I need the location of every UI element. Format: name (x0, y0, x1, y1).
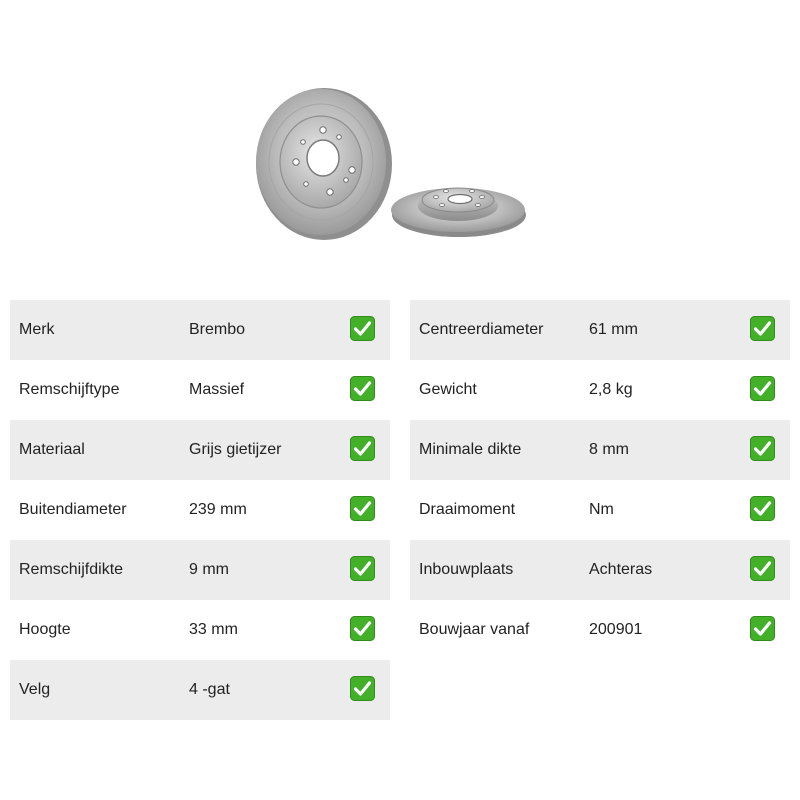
check-icon (750, 616, 775, 641)
spec-row (410, 300, 790, 360)
spec-value: 9 mm (189, 561, 229, 578)
spec-label: Velg (19, 681, 51, 698)
check-icon (350, 376, 375, 401)
spec-value: 200901 (589, 621, 643, 638)
check-icon (750, 316, 775, 341)
specs-left-column (10, 300, 390, 720)
spec-label: Materiaal (19, 441, 85, 458)
spec-row (410, 540, 790, 600)
check-icon (350, 436, 375, 461)
spec-value: Brembo (189, 321, 246, 338)
spec-value: 33 mm (189, 621, 238, 638)
check-icon (750, 496, 775, 521)
spec-label: Hoogte (19, 621, 71, 638)
spec-value: 4 -gat (189, 681, 230, 698)
spec-row (410, 360, 790, 420)
spec-row (10, 300, 390, 360)
spec-label: Remschijftype (19, 381, 120, 398)
check-icon (750, 556, 775, 581)
spec-row (10, 660, 390, 720)
spec-value: Massief (189, 381, 245, 398)
spec-label: Gewicht (419, 381, 477, 398)
spec-value: 61 mm (589, 321, 638, 338)
spec-row (410, 420, 790, 480)
spec-label: Inbouwplaats (419, 561, 514, 578)
spec-row (10, 540, 390, 600)
spec-label: Minimale dikte (419, 441, 522, 458)
check-icon (350, 556, 375, 581)
spec-value: Achteras (589, 561, 653, 578)
check-icon (350, 496, 375, 521)
spec-row (10, 360, 390, 420)
check-icon (750, 376, 775, 401)
spec-label: Draaimoment (419, 501, 516, 518)
check-icon (350, 316, 375, 341)
brake-disc-pair-image (190, 80, 610, 290)
spec-label: Bouwjaar vanaf (419, 621, 530, 638)
spec-row (10, 600, 390, 660)
spec-label: Buitendiameter (19, 501, 127, 518)
spec-row (10, 480, 390, 540)
brake-disc-image (190, 80, 610, 290)
check-icon (350, 616, 375, 641)
spec-value: Nm (589, 501, 614, 518)
spec-label: Remschijfdikte (19, 561, 124, 578)
spec-value: 2,8 kg (589, 381, 633, 398)
spec-row (10, 420, 390, 480)
check-icon (750, 436, 775, 461)
check-icon (350, 676, 375, 701)
spec-label: Merk (19, 321, 55, 338)
spec-row (410, 480, 790, 540)
spec-row (410, 600, 790, 660)
specs-right-column (410, 300, 790, 660)
spec-label: Centreerdiameter (419, 321, 544, 338)
spec-value: Grijs gietijzer (189, 441, 282, 458)
spec-value: 239 mm (189, 501, 247, 518)
spec-value: 8 mm (589, 441, 629, 458)
